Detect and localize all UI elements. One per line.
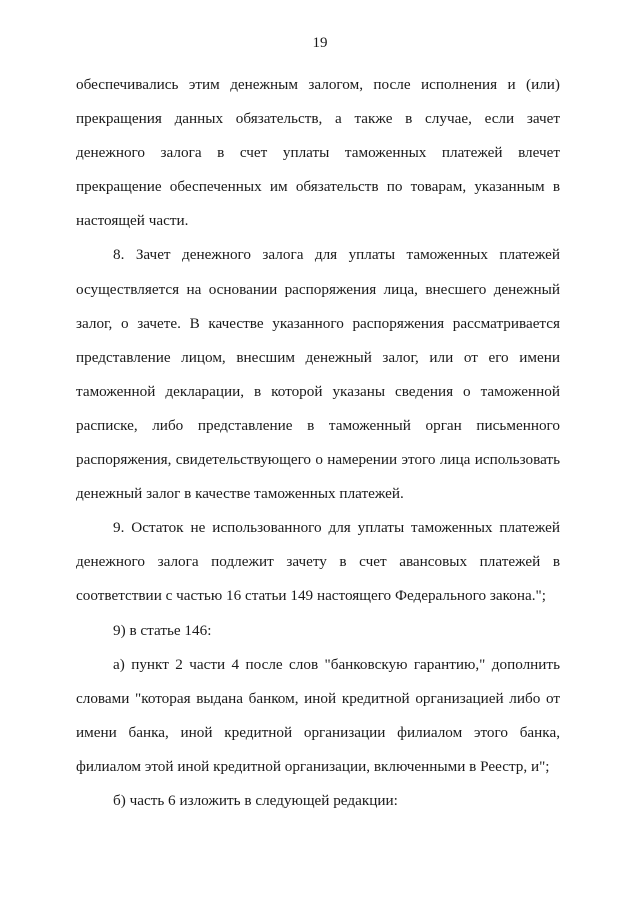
paragraph-subitem-b: б) часть 6 изложить в следующей редакции: [113,791,398,809]
document-body [76,68,560,818]
paragraph-subitem-a: а) пункт 2 части 4 после слов "банковскую гарантию," дополнить словами "которая выдана банком, иной кредитной организацией либо от имени банка, иной кредитной организации филиалом этого банка, филиалом этой иной кредитной организации, включенными в Реестр, и"; [76,655,560,775]
paragraph-item-9: 9. Остаток не использованного для уплаты таможенных платежей денежного залога подлежит зачету в счет авансовых платежей в соответствии с частью 16 статьи 149 настоящего Федерального закона."; [76,519,560,605]
page-number: 19 [312,35,328,51]
paragraph-continued: обеспечивались этим денежным залогом, после исполнения и (или) прекращения данных обязательств, а также в случае, если зачет денежного залога в счет уплаты таможенных платежей влечет прекращение обеспеченных им обязательств по товарам, указанным в настоящей части. [76,76,560,230]
paragraph-item-8: 8. Зачет денежного залога для уплаты таможенных платежей осуществляется на основании распоряжения лица, внесшего денежный залог, о зачете. В качестве указанного распоряжения рассматривается представление лицом, внесшим денежный залог, или от его имени таможенной декларации, в которой указаны сведения о таможенной расписке, либо представление в таможенный орган письменного распоряжения, свидетельствующего о намерении этого лица использовать денежный залог в качестве таможенных платежей. [76,246,560,503]
paragraph-article-146: 9) в статье 146: [113,621,212,639]
